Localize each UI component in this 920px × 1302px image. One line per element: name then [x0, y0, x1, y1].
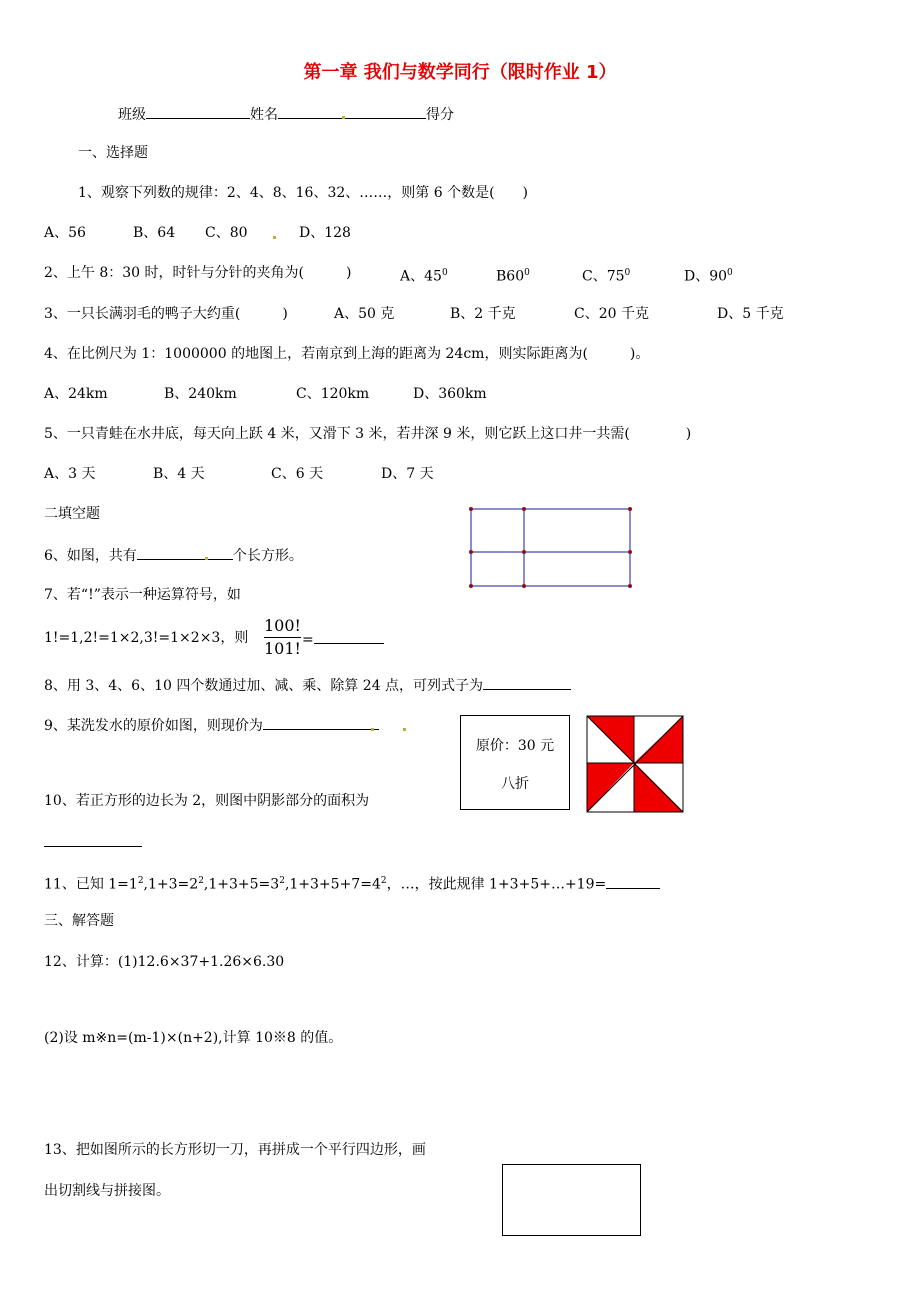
q2-option-c: C、$75^0$: [582, 268, 631, 285]
page-title: 第一章 我们与数学同行（限时作业 1）: [303, 62, 617, 83]
q3-option-c: C、20 千克: [574, 306, 649, 322]
q12b-line: (2)设 m※n=(m-1)×(n+2),计算 10※8 的值。: [44, 1030, 343, 1046]
scan-dot: [342, 116, 345, 119]
grid-point: [469, 584, 473, 588]
q4-option-d: D、360km: [413, 386, 487, 402]
q1-option-d: D、128: [299, 225, 351, 241]
scan-dot: [205, 557, 208, 560]
q4-option-b: B、240km: [164, 386, 237, 402]
q4-option-a: A、24km: [44, 386, 108, 402]
grid-point: [469, 550, 473, 554]
q2-option-d: D、$90^0$: [684, 268, 733, 285]
class-label: 班级: [118, 107, 146, 123]
q1-stem: 1、观察下列数的规律：2、4、8、16、32、……，则第 6 个数是( ): [78, 185, 528, 201]
price-tag-box: [460, 715, 570, 810]
grid-point: [522, 550, 526, 554]
q1-option-b: B、64: [133, 225, 176, 241]
scan-dot: [371, 728, 374, 731]
price-tag-price: 原价：30 元: [475, 738, 555, 754]
q2-stem: 2、上午 8：30 时，时针与分针的夹角为( ): [44, 265, 352, 281]
grid-point: [628, 550, 632, 554]
q10-blank[interactable]: [44, 832, 142, 847]
q10-answer: [44, 832, 142, 852]
q11-line: 11、已知 $1=1^2,1+3=2^2,1+3+5=3^2,1+3+5+7=4^2$，…，按此规律 1+3+5+…+19=: [44, 872, 660, 894]
q13-line1: 13、把如图所示的长方形切一刀，再拼成一个平行四边形，画: [44, 1142, 426, 1158]
header-row: [118, 104, 454, 124]
q12-line: 12、计算：(1)12.6×37+1.26×6.30: [44, 954, 285, 970]
name-blank[interactable]: [278, 104, 426, 119]
q5-option-c: C、6 天: [271, 466, 324, 482]
grid-point: [628, 584, 632, 588]
q2-option-a: A、$45^0$: [400, 268, 448, 285]
q7-numerator: 100!: [264, 616, 301, 635]
q3-option-b: B、2 千克: [450, 306, 516, 322]
cut-rectangle-figure: [502, 1164, 641, 1236]
q3-option-d: D、5 千克: [717, 306, 784, 322]
q7-line2: 1!=1,2!=1×2,3!=1×2×3，则: [44, 630, 249, 646]
scan-dot: [273, 236, 276, 239]
price-tag-discount: 八折: [501, 776, 529, 792]
grid-point: [522, 584, 526, 588]
q5-option-a: A、3 天: [44, 466, 96, 482]
section-solve: 三、解答题: [44, 913, 114, 929]
scan-dot: [403, 728, 406, 731]
q2-option-b: $B60^0$: [496, 268, 530, 285]
q5-stem: 5、一只青蛙在水井底，每天向上跃 4 米，又滑下 3 米，若井深 9 米，则它跃上这口井一共需( ): [44, 426, 692, 442]
q5-option-d: D、7 天: [381, 466, 434, 482]
rectangle-grid-figure: [465, 503, 637, 593]
q7-denominator: 101!: [264, 639, 301, 658]
grid-outer-rect: [471, 509, 630, 586]
q7-blank[interactable]: [314, 629, 384, 644]
q7-fraction: [264, 616, 301, 659]
grid-point: [522, 507, 526, 511]
q5-option-b: B、4 天: [153, 466, 205, 482]
name-label: 姓名: [250, 107, 278, 123]
q3-option-a: A、50 克: [334, 306, 395, 322]
grid-point: [469, 507, 473, 511]
score-label: 得分: [426, 107, 454, 123]
grid-point: [628, 507, 632, 511]
class-blank[interactable]: [146, 104, 250, 119]
q3-stem: 3、一只长满羽毛的鸭子大约重( ): [44, 306, 288, 322]
q11-blank[interactable]: [606, 874, 660, 889]
q7-answer: =: [302, 629, 384, 649]
section-choice: 一、选择题: [78, 145, 148, 161]
q6-line: 6、如图，共有 个长方形。: [44, 545, 303, 565]
pinwheel-square-figure: [586, 715, 684, 813]
q8-blank[interactable]: [483, 675, 571, 690]
q9-line: 9、某洗发水的原价如图，则现价为: [44, 715, 379, 735]
q7-line1: 7、若“!”表示一种运算符号，如: [44, 587, 241, 603]
section-fill: 二填空题: [44, 506, 100, 522]
q1-option-c: C、80: [205, 225, 248, 241]
q6-blank[interactable]: [137, 545, 233, 560]
q8-line: 8、用 3、4、6、10 四个数通过加、减、乘、除算 24 点，可列式子为: [44, 675, 571, 695]
q10-line: 10、若正方形的边长为 2，则图中阴影部分的面积为: [44, 793, 370, 809]
q13-line2: 出切割线与拼接图。: [44, 1183, 170, 1199]
q9-blank[interactable]: [263, 715, 379, 730]
q1-option-a: A、56: [44, 225, 86, 241]
q4-stem: 4、在比例尺为 1：1000000 的地图上，若南京到上海的距离为 24cm，则实际距离为( )。: [44, 346, 650, 362]
q4-option-c: C、120km: [296, 386, 370, 402]
